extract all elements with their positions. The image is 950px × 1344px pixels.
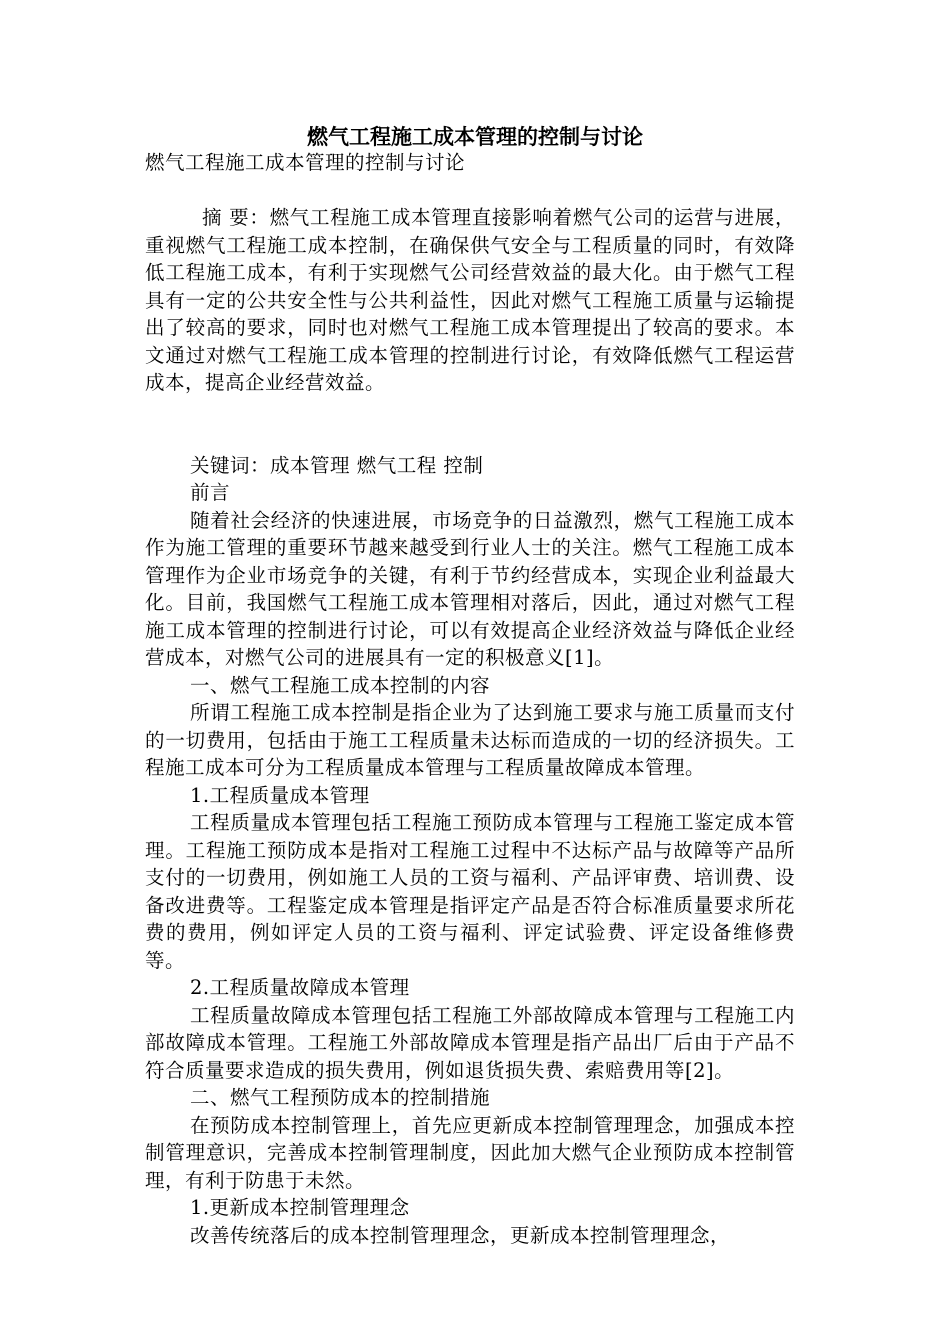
spacer xyxy=(145,397,795,452)
document-body xyxy=(145,149,795,1249)
spacer xyxy=(145,177,795,205)
body-paragraph: 所谓工程施工成本控制是指企业为了达到施工要求与施工质量而支付的一切费用，包括由于施工工程质量未达标而造成的一切的经济损失。工程施工成本可分为工程质量成本管理与工程质量故障成本管理。 xyxy=(145,701,795,779)
keywords-line: 关键词：成本管理 燃气工程 控制 xyxy=(190,453,484,477)
section-heading-preface: 前言 xyxy=(190,481,231,504)
section-heading: 一、燃气工程施工成本控制的内容 xyxy=(190,673,491,697)
subsection-heading: 1.工程质量成本管理 xyxy=(190,783,370,807)
document-subtitle: 燃气工程施工成本管理的控制与讨论 xyxy=(145,151,466,174)
body-paragraph: 改善传统落后的成本控制管理理念，更新成本控制管理理念， xyxy=(190,1223,731,1247)
subsection-heading: 1.更新成本控制管理理念 xyxy=(190,1196,410,1219)
body-paragraph: 随着社会经济的快速进展，市场竞争的日益激烈，燃气工程施工成本作为施工管理的重要环节越来越受到行业人士的关注。燃气工程施工成本管理作为企业市场竞争的关键，有利于节约经营成本，实现企业利益最大化。目前，我国燃气工程施工成本管理相对落后，因此，通过对燃气工程施工成本管理的控制进行讨论，可以有效提高企业经济效益与降低企业经营成本，对燃气公司的进展具有一定的积极意义[1]。 xyxy=(145,508,795,669)
section-heading: 二、燃气工程预防成本的控制措施 xyxy=(190,1086,491,1109)
subsection-heading: 2.工程质量故障成本管理 xyxy=(190,976,410,999)
body-paragraph: 工程质量故障成本管理包括工程施工外部故障成本管理与工程施工内部故障成本管理。工程施工外部故障成本管理是指产品出厂后由于产品不符合质量要求造成的损失费用，例如退货损失费、索赔费用等[2]。 xyxy=(145,1003,795,1082)
body-paragraph: 在预防成本控制管理上，首先应更新成本控制管理理念，加强成本控制管理意识，完善成本控制管理制度，因此加大燃气企业预防成本控制管理，有利于防患于未然。 xyxy=(145,1113,795,1192)
document-title: 燃气工程施工成本管理的控制与讨论 xyxy=(307,124,643,149)
abstract-paragraph: 摘 要：燃气工程施工成本管理直接影响着燃气公司的运营与进展，重视燃气工程施工成本控制，在确保供气安全与工程质量的同时，有效降低工程施工成本，有利于实现燃气公司经营效益的最大化。由于燃气工程具有一定的公共安全性与公共利益性，因此对燃气工程施工质量与运输提出了较高的要求，同时也对燃气工程施工成本管理提出了较高的要求。本文通过对燃气工程施工成本管理的控制进行讨论，有效降低燃气工程运营成本，提高企业经营效益。 xyxy=(145,206,795,394)
body-paragraph: 工程质量成本管理包括工程施工预防成本管理与工程施工鉴定成本管理。工程施工预防成本是指对工程施工过程中不达标产品与故障等产品所支付的一切费用，例如施工人员的工资与福利、产品评审费、培训费、设备改进费等。工程鉴定成本管理是指评定产品是否符合标准质量要求所花费的费用，例如评定人员的工资与福利、评定试验费、评定设备维修费等。 xyxy=(145,811,795,972)
